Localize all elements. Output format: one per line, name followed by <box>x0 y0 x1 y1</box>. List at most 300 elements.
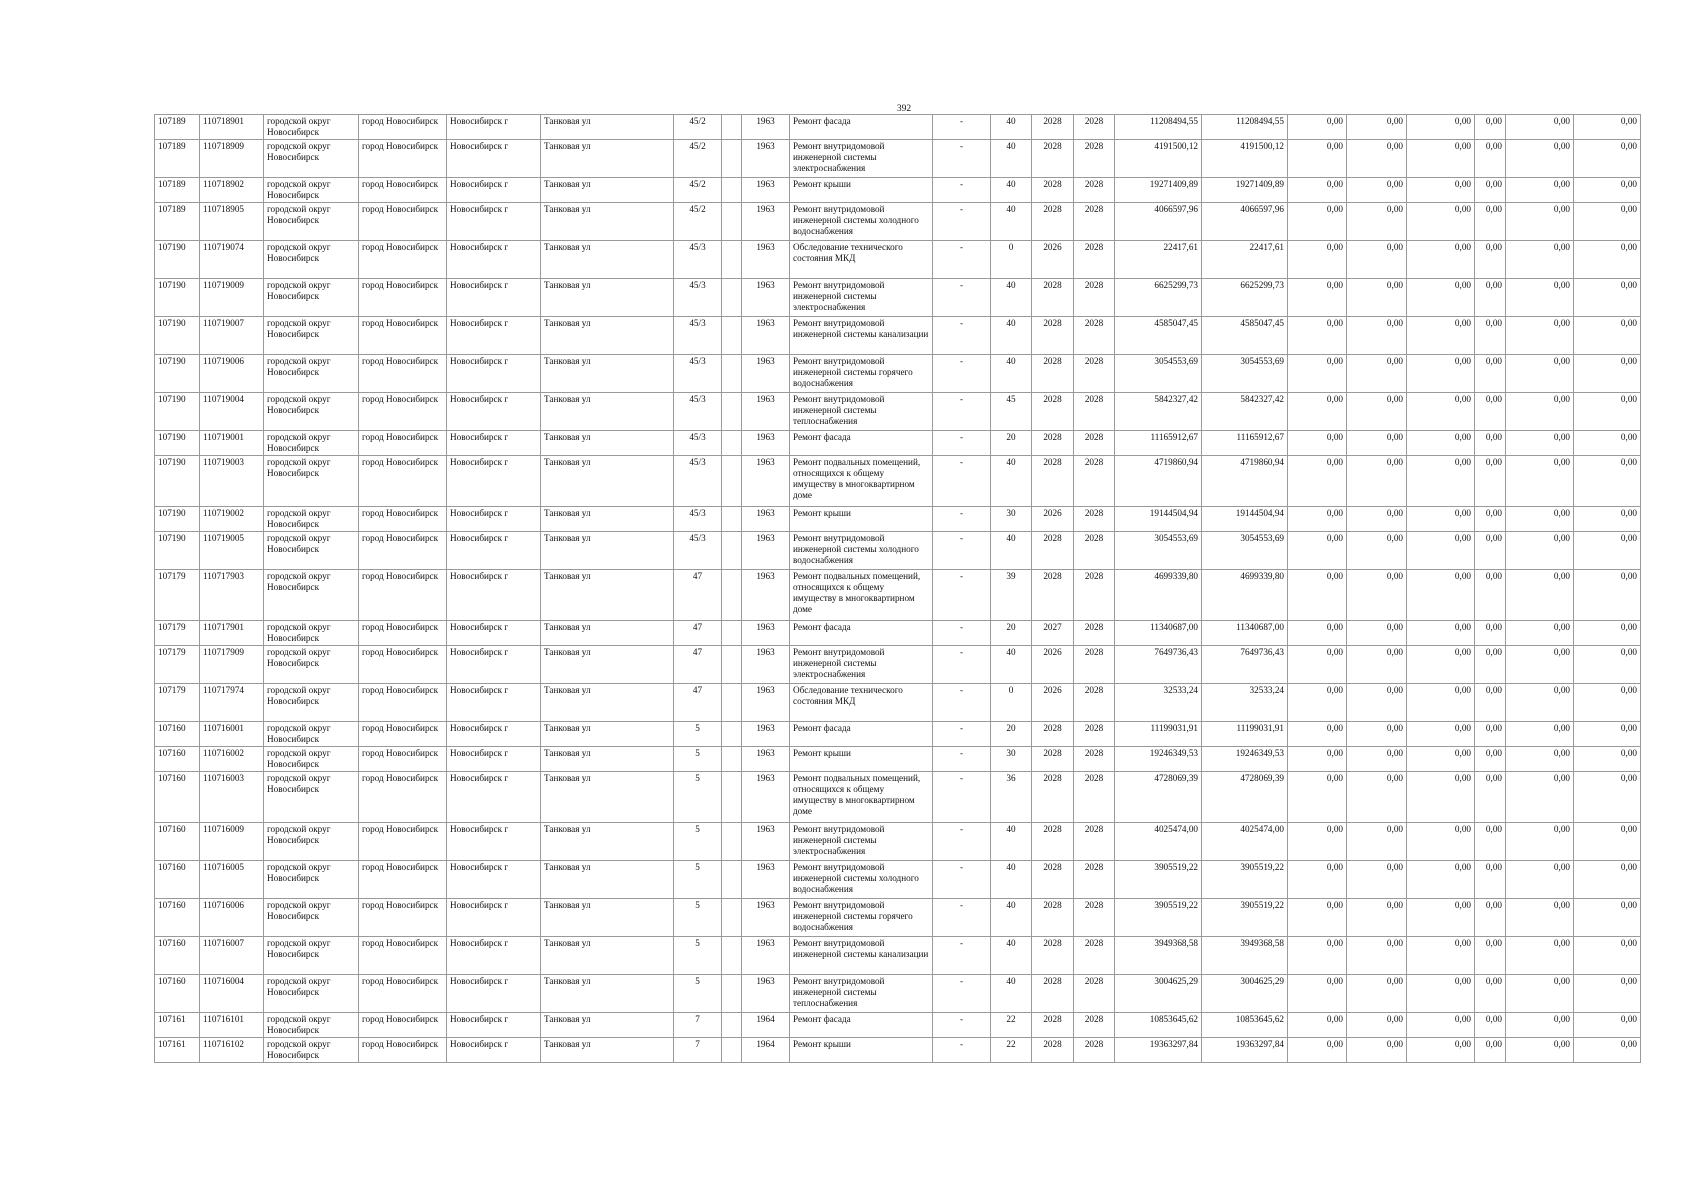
cell-year-from: 2028 <box>1032 722 1074 747</box>
table-row <box>155 140 1641 178</box>
cell-work-type: Ремонт внутридомовой инженерной системы горячего водоснабжения <box>790 355 933 393</box>
cell-cost-local: 0,00 <box>1407 507 1475 532</box>
cell-work-type: Ремонт фасада <box>790 1013 933 1038</box>
cell-settlement: город Новосибирск <box>359 570 447 621</box>
cell-cell-dash: - <box>933 507 991 532</box>
table-row <box>155 279 1641 317</box>
cell-year-from: 2026 <box>1032 241 1074 279</box>
cell-city: Новосибирск г <box>447 507 541 532</box>
cell-cell-dash: - <box>933 532 991 570</box>
cell-work-type: Ремонт внутридомовой инженерной системы холодного водоснабжения <box>790 532 933 570</box>
cell-house-number: 45/2 <box>674 203 722 241</box>
cell-cost-sum: 3004625,29 <box>1202 975 1288 1013</box>
cell-street: Танковая ул <box>541 570 674 621</box>
cell-settlement: город Новосибирск <box>359 507 447 532</box>
cell-building <box>722 203 742 241</box>
cell-year-from: 2028 <box>1032 570 1074 621</box>
cell-cost-extra: 0,00 <box>1574 355 1641 393</box>
cell-city: Новосибирск г <box>447 355 541 393</box>
cell-work-id: 110716009 <box>200 823 264 861</box>
cell-cost-other: 0,00 <box>1506 861 1574 899</box>
cell-year-from: 2027 <box>1032 621 1074 646</box>
cell-work-id: 110719003 <box>200 456 264 507</box>
page-number: 392 <box>896 104 912 114</box>
cell-work-type: Обследование технического состояния МКД <box>790 241 933 279</box>
cell-cost-owners: 0,00 <box>1475 532 1506 570</box>
cell-work-id: 110716006 <box>200 899 264 937</box>
cell-year-built: 1964 <box>742 1038 790 1063</box>
cell-cell-dash: - <box>933 1013 991 1038</box>
cell-street: Танковая ул <box>541 975 674 1013</box>
cell-house-number: 45/3 <box>674 355 722 393</box>
cell-year-to: 2028 <box>1074 861 1115 899</box>
cell-house-number: 47 <box>674 646 722 684</box>
cell-year-to: 2028 <box>1074 772 1115 823</box>
cell-work-type: Ремонт крыши <box>790 178 933 203</box>
cell-work-id: 110716007 <box>200 937 264 975</box>
cell-cell-dash: - <box>933 861 991 899</box>
cell-cost-federal: 0,00 <box>1288 684 1347 722</box>
cell-total-cost: 19363297,84 <box>1115 1038 1202 1063</box>
cell-wear-percent: 30 <box>991 507 1032 532</box>
table-row <box>155 456 1641 507</box>
cell-cost-extra: 0,00 <box>1574 279 1641 317</box>
cell-house-id: 107160 <box>155 975 200 1013</box>
cell-municipality: городской округ Новосибирск <box>264 646 359 684</box>
cell-total-cost: 7649736,43 <box>1115 646 1202 684</box>
cell-cell-dash: - <box>933 684 991 722</box>
cell-cost-federal: 0,00 <box>1288 899 1347 937</box>
cell-year-from: 2026 <box>1032 507 1074 532</box>
cell-wear-percent: 40 <box>991 203 1032 241</box>
cell-cost-sum: 7649736,43 <box>1202 646 1288 684</box>
cell-cost-federal: 0,00 <box>1288 355 1347 393</box>
cell-cost-regional: 0,00 <box>1347 279 1407 317</box>
cell-cell-dash: - <box>933 393 991 431</box>
cell-building <box>722 747 742 772</box>
cell-year-from: 2026 <box>1032 684 1074 722</box>
cell-cost-other: 0,00 <box>1506 456 1574 507</box>
cell-total-cost: 19144504,94 <box>1115 507 1202 532</box>
cell-municipality: городской округ Новосибирск <box>264 899 359 937</box>
cell-cost-extra: 0,00 <box>1574 203 1641 241</box>
repair-plan-table <box>154 114 1641 1063</box>
cell-cost-local: 0,00 <box>1407 203 1475 241</box>
cell-house-id: 107161 <box>155 1013 200 1038</box>
cell-municipality: городской округ Новосибирск <box>264 823 359 861</box>
cell-settlement: город Новосибирск <box>359 722 447 747</box>
cell-cost-other: 0,00 <box>1506 507 1574 532</box>
cell-year-from: 2028 <box>1032 456 1074 507</box>
cell-house-id: 107179 <box>155 684 200 722</box>
cell-cost-other: 0,00 <box>1506 1038 1574 1063</box>
cell-cost-regional: 0,00 <box>1347 115 1407 140</box>
cell-work-id: 110716001 <box>200 722 264 747</box>
cell-building <box>722 355 742 393</box>
cell-cost-sum: 10853645,62 <box>1202 1013 1288 1038</box>
cell-cell-dash: - <box>933 355 991 393</box>
cell-cost-federal: 0,00 <box>1288 861 1347 899</box>
cell-house-number: 47 <box>674 621 722 646</box>
cell-city: Новосибирск г <box>447 646 541 684</box>
cell-work-type: Ремонт внутридомовой инженерной системы канализации <box>790 317 933 355</box>
cell-year-from: 2028 <box>1032 178 1074 203</box>
cell-wear-percent: 40 <box>991 975 1032 1013</box>
cell-building <box>722 317 742 355</box>
cell-cost-federal: 0,00 <box>1288 507 1347 532</box>
cell-wear-percent: 40 <box>991 115 1032 140</box>
cell-year-to: 2028 <box>1074 899 1115 937</box>
cell-year-to: 2028 <box>1074 747 1115 772</box>
cell-city: Новосибирск г <box>447 899 541 937</box>
cell-settlement: город Новосибирск <box>359 823 447 861</box>
table-row <box>155 532 1641 570</box>
cell-municipality: городской округ Новосибирск <box>264 937 359 975</box>
cell-municipality: городской округ Новосибирск <box>264 532 359 570</box>
cell-cost-local: 0,00 <box>1407 355 1475 393</box>
cell-year-built: 1963 <box>742 861 790 899</box>
cell-cell-dash: - <box>933 722 991 747</box>
cell-city: Новосибирск г <box>447 456 541 507</box>
cell-settlement: город Новосибирск <box>359 456 447 507</box>
cell-total-cost: 32533,24 <box>1115 684 1202 722</box>
cell-cost-local: 0,00 <box>1407 532 1475 570</box>
cell-street: Танковая ул <box>541 140 674 178</box>
cell-street: Танковая ул <box>541 646 674 684</box>
cell-house-id: 107190 <box>155 393 200 431</box>
cell-total-cost: 5842327,42 <box>1115 393 1202 431</box>
cell-wear-percent: 40 <box>991 861 1032 899</box>
cell-cost-regional: 0,00 <box>1347 241 1407 279</box>
cell-cost-owners: 0,00 <box>1475 823 1506 861</box>
cell-cell-dash: - <box>933 140 991 178</box>
cell-work-id: 110719007 <box>200 317 264 355</box>
table-row <box>155 115 1641 140</box>
cell-cost-sum: 19144504,94 <box>1202 507 1288 532</box>
cell-cost-other: 0,00 <box>1506 355 1574 393</box>
cell-building <box>722 1013 742 1038</box>
cell-street: Танковая ул <box>541 178 674 203</box>
cell-cost-other: 0,00 <box>1506 317 1574 355</box>
cell-settlement: город Новосибирск <box>359 646 447 684</box>
cell-work-id: 110716004 <box>200 975 264 1013</box>
cell-settlement: город Новосибирск <box>359 393 447 431</box>
cell-cost-other: 0,00 <box>1506 431 1574 456</box>
cell-cost-owners: 0,00 <box>1475 684 1506 722</box>
cell-cost-extra: 0,00 <box>1574 431 1641 456</box>
cell-municipality: городской округ Новосибирск <box>264 431 359 456</box>
cell-cell-dash: - <box>933 570 991 621</box>
cell-cost-federal: 0,00 <box>1288 393 1347 431</box>
cell-year-to: 2028 <box>1074 393 1115 431</box>
cell-house-id: 107190 <box>155 431 200 456</box>
cell-cell-dash: - <box>933 317 991 355</box>
cell-municipality: городской округ Новосибирск <box>264 393 359 431</box>
cell-street: Танковая ул <box>541 1038 674 1063</box>
cell-wear-percent: 40 <box>991 456 1032 507</box>
table-row <box>155 823 1641 861</box>
cell-cost-regional: 0,00 <box>1347 532 1407 570</box>
cell-year-to: 2028 <box>1074 279 1115 317</box>
cell-work-type: Ремонт внутридомовой инженерной системы холодного водоснабжения <box>790 861 933 899</box>
cell-year-from: 2028 <box>1032 1038 1074 1063</box>
cell-house-id: 107189 <box>155 178 200 203</box>
cell-cost-owners: 0,00 <box>1475 646 1506 684</box>
cell-house-id: 107179 <box>155 646 200 684</box>
cell-year-built: 1963 <box>742 772 790 823</box>
cell-cost-regional: 0,00 <box>1347 456 1407 507</box>
cell-cost-regional: 0,00 <box>1347 937 1407 975</box>
cell-work-id: 110717903 <box>200 570 264 621</box>
cell-year-to: 2028 <box>1074 823 1115 861</box>
cell-year-to: 2028 <box>1074 646 1115 684</box>
table-row <box>155 899 1641 937</box>
cell-cost-owners: 0,00 <box>1475 317 1506 355</box>
cell-building <box>722 823 742 861</box>
cell-house-id: 107189 <box>155 203 200 241</box>
cell-cost-local: 0,00 <box>1407 684 1475 722</box>
cell-total-cost: 3949368,58 <box>1115 937 1202 975</box>
cell-wear-percent: 36 <box>991 772 1032 823</box>
cell-year-from: 2028 <box>1032 772 1074 823</box>
cell-work-id: 110718902 <box>200 178 264 203</box>
cell-cost-federal: 0,00 <box>1288 747 1347 772</box>
cell-house-id: 107160 <box>155 899 200 937</box>
cell-municipality: городской округ Новосибирск <box>264 722 359 747</box>
cell-settlement: город Новосибирск <box>359 140 447 178</box>
cell-year-built: 1963 <box>742 722 790 747</box>
cell-building <box>722 570 742 621</box>
cell-municipality: городской округ Новосибирск <box>264 684 359 722</box>
cell-cell-dash: - <box>933 899 991 937</box>
cell-wear-percent: 20 <box>991 621 1032 646</box>
cell-cost-local: 0,00 <box>1407 279 1475 317</box>
cell-house-number: 45/3 <box>674 431 722 456</box>
cell-year-to: 2028 <box>1074 621 1115 646</box>
cell-work-type: Ремонт крыши <box>790 507 933 532</box>
cell-house-id: 107160 <box>155 747 200 772</box>
cell-settlement: город Новосибирск <box>359 1038 447 1063</box>
cell-cost-extra: 0,00 <box>1574 532 1641 570</box>
cell-cost-sum: 3905519,22 <box>1202 861 1288 899</box>
cell-wear-percent: 22 <box>991 1038 1032 1063</box>
cell-settlement: город Новосибирск <box>359 355 447 393</box>
cell-cell-dash: - <box>933 456 991 507</box>
cell-city: Новосибирск г <box>447 140 541 178</box>
cell-year-to: 2028 <box>1074 507 1115 532</box>
cell-house-number: 5 <box>674 772 722 823</box>
cell-year-from: 2028 <box>1032 431 1074 456</box>
cell-settlement: город Новосибирск <box>359 621 447 646</box>
cell-year-built: 1963 <box>742 899 790 937</box>
cell-house-id: 107160 <box>155 861 200 899</box>
cell-year-built: 1963 <box>742 140 790 178</box>
cell-house-number: 45/2 <box>674 140 722 178</box>
cell-house-id: 107160 <box>155 937 200 975</box>
cell-work-id: 110717974 <box>200 684 264 722</box>
cell-cost-local: 0,00 <box>1407 975 1475 1013</box>
cell-settlement: город Новосибирск <box>359 975 447 1013</box>
cell-year-to: 2028 <box>1074 355 1115 393</box>
cell-total-cost: 4719860,94 <box>1115 456 1202 507</box>
cell-work-type: Ремонт крыши <box>790 1038 933 1063</box>
cell-work-type: Ремонт подвальных помещений, относящихся к общему имуществу в многоквартирном доме <box>790 456 933 507</box>
cell-cost-extra: 0,00 <box>1574 621 1641 646</box>
cell-cost-other: 0,00 <box>1506 937 1574 975</box>
cell-cost-federal: 0,00 <box>1288 937 1347 975</box>
cell-cost-sum: 22417,61 <box>1202 241 1288 279</box>
cell-cost-sum: 3054553,69 <box>1202 532 1288 570</box>
cell-work-id: 110719002 <box>200 507 264 532</box>
cell-house-id: 107189 <box>155 115 200 140</box>
cell-year-built: 1963 <box>742 747 790 772</box>
cell-cost-sum: 6625299,73 <box>1202 279 1288 317</box>
cell-wear-percent: 40 <box>991 279 1032 317</box>
cell-cost-regional: 0,00 <box>1347 861 1407 899</box>
cell-cost-owners: 0,00 <box>1475 279 1506 317</box>
cell-year-built: 1963 <box>742 621 790 646</box>
cell-cost-regional: 0,00 <box>1347 772 1407 823</box>
cell-cost-sum: 3905519,22 <box>1202 899 1288 937</box>
cell-work-id: 110716102 <box>200 1038 264 1063</box>
cell-building <box>722 621 742 646</box>
cell-work-id: 110716101 <box>200 1013 264 1038</box>
cell-wear-percent: 40 <box>991 823 1032 861</box>
cell-cost-other: 0,00 <box>1506 747 1574 772</box>
cell-street: Танковая ул <box>541 456 674 507</box>
cell-cost-extra: 0,00 <box>1574 937 1641 975</box>
cell-city: Новосибирск г <box>447 722 541 747</box>
cell-total-cost: 3004625,29 <box>1115 975 1202 1013</box>
cell-cost-other: 0,00 <box>1506 570 1574 621</box>
cell-total-cost: 4585047,45 <box>1115 317 1202 355</box>
table-row <box>155 861 1641 899</box>
table-row <box>155 431 1641 456</box>
cell-cost-other: 0,00 <box>1506 203 1574 241</box>
cell-year-to: 2028 <box>1074 140 1115 178</box>
cell-city: Новосибирск г <box>447 178 541 203</box>
cell-cell-dash: - <box>933 279 991 317</box>
cell-cost-local: 0,00 <box>1407 621 1475 646</box>
cell-cost-sum: 19271409,89 <box>1202 178 1288 203</box>
cell-house-id: 107160 <box>155 722 200 747</box>
cell-cost-local: 0,00 <box>1407 115 1475 140</box>
cell-street: Танковая ул <box>541 937 674 975</box>
cell-municipality: городской округ Новосибирск <box>264 747 359 772</box>
cell-cost-extra: 0,00 <box>1574 899 1641 937</box>
cell-city: Новосибирск г <box>447 684 541 722</box>
cell-year-to: 2028 <box>1074 1038 1115 1063</box>
cell-cost-extra: 0,00 <box>1574 747 1641 772</box>
cell-building <box>722 456 742 507</box>
cell-cost-extra: 0,00 <box>1574 772 1641 823</box>
cell-cost-owners: 0,00 <box>1475 355 1506 393</box>
cell-city: Новосибирск г <box>447 115 541 140</box>
cell-work-type: Ремонт внутридомовой инженерной системы канализации <box>790 937 933 975</box>
cell-cost-regional: 0,00 <box>1347 570 1407 621</box>
cell-cost-owners: 0,00 <box>1475 140 1506 178</box>
cell-cost-owners: 0,00 <box>1475 115 1506 140</box>
cell-cost-extra: 0,00 <box>1574 456 1641 507</box>
cell-city: Новосибирск г <box>447 823 541 861</box>
cell-year-from: 2028 <box>1032 115 1074 140</box>
cell-city: Новосибирск г <box>447 393 541 431</box>
cell-city: Новосибирск г <box>447 431 541 456</box>
cell-year-built: 1963 <box>742 646 790 684</box>
cell-year-built: 1963 <box>742 115 790 140</box>
cell-cost-other: 0,00 <box>1506 722 1574 747</box>
cell-cost-extra: 0,00 <box>1574 861 1641 899</box>
cell-cost-other: 0,00 <box>1506 1013 1574 1038</box>
cell-house-number: 45/3 <box>674 279 722 317</box>
cell-cost-owners: 0,00 <box>1475 621 1506 646</box>
cell-cost-regional: 0,00 <box>1347 646 1407 684</box>
cell-cost-extra: 0,00 <box>1574 646 1641 684</box>
cell-cost-extra: 0,00 <box>1574 317 1641 355</box>
cell-building <box>722 241 742 279</box>
cell-cost-regional: 0,00 <box>1347 507 1407 532</box>
cell-cost-owners: 0,00 <box>1475 1038 1506 1063</box>
cell-cost-owners: 0,00 <box>1475 178 1506 203</box>
cell-wear-percent: 22 <box>991 1013 1032 1038</box>
cell-house-number: 5 <box>674 861 722 899</box>
cell-wear-percent: 0 <box>991 684 1032 722</box>
cell-municipality: городской округ Новосибирск <box>264 355 359 393</box>
cell-year-from: 2028 <box>1032 279 1074 317</box>
cell-total-cost: 4728069,39 <box>1115 772 1202 823</box>
cell-cost-federal: 0,00 <box>1288 431 1347 456</box>
cell-cost-federal: 0,00 <box>1288 722 1347 747</box>
cell-work-type: Ремонт внутридомовой инженерной системы электроснабжения <box>790 823 933 861</box>
table-row <box>155 393 1641 431</box>
cell-total-cost: 10853645,62 <box>1115 1013 1202 1038</box>
cell-total-cost: 4699339,80 <box>1115 570 1202 621</box>
cell-cost-regional: 0,00 <box>1347 140 1407 178</box>
cell-cost-regional: 0,00 <box>1347 1038 1407 1063</box>
cell-cost-regional: 0,00 <box>1347 1013 1407 1038</box>
cell-street: Танковая ул <box>541 115 674 140</box>
cell-year-built: 1963 <box>742 456 790 507</box>
cell-cost-owners: 0,00 <box>1475 393 1506 431</box>
table-row <box>155 621 1641 646</box>
cell-cost-other: 0,00 <box>1506 178 1574 203</box>
cell-cell-dash: - <box>933 646 991 684</box>
cell-cost-owners: 0,00 <box>1475 722 1506 747</box>
cell-cost-extra: 0,00 <box>1574 722 1641 747</box>
cell-work-type: Ремонт крыши <box>790 747 933 772</box>
cell-settlement: город Новосибирск <box>359 1013 447 1038</box>
cell-cost-sum: 3054553,69 <box>1202 355 1288 393</box>
cell-year-built: 1963 <box>742 431 790 456</box>
cell-wear-percent: 40 <box>991 646 1032 684</box>
cell-work-id: 110719005 <box>200 532 264 570</box>
table-row <box>155 772 1641 823</box>
cell-cell-dash: - <box>933 747 991 772</box>
cell-work-type: Ремонт внутридомовой инженерной системы холодного водоснабжения <box>790 203 933 241</box>
cell-year-to: 2028 <box>1074 1013 1115 1038</box>
cell-cost-local: 0,00 <box>1407 241 1475 279</box>
cell-year-built: 1963 <box>742 178 790 203</box>
cell-street: Танковая ул <box>541 747 674 772</box>
cell-building <box>722 684 742 722</box>
cell-wear-percent: 40 <box>991 317 1032 355</box>
cell-cost-sum: 4066597,96 <box>1202 203 1288 241</box>
cell-city: Новосибирск г <box>447 937 541 975</box>
cell-year-from: 2028 <box>1032 975 1074 1013</box>
cell-house-id: 107179 <box>155 621 200 646</box>
cell-cost-local: 0,00 <box>1407 823 1475 861</box>
cell-street: Танковая ул <box>541 507 674 532</box>
